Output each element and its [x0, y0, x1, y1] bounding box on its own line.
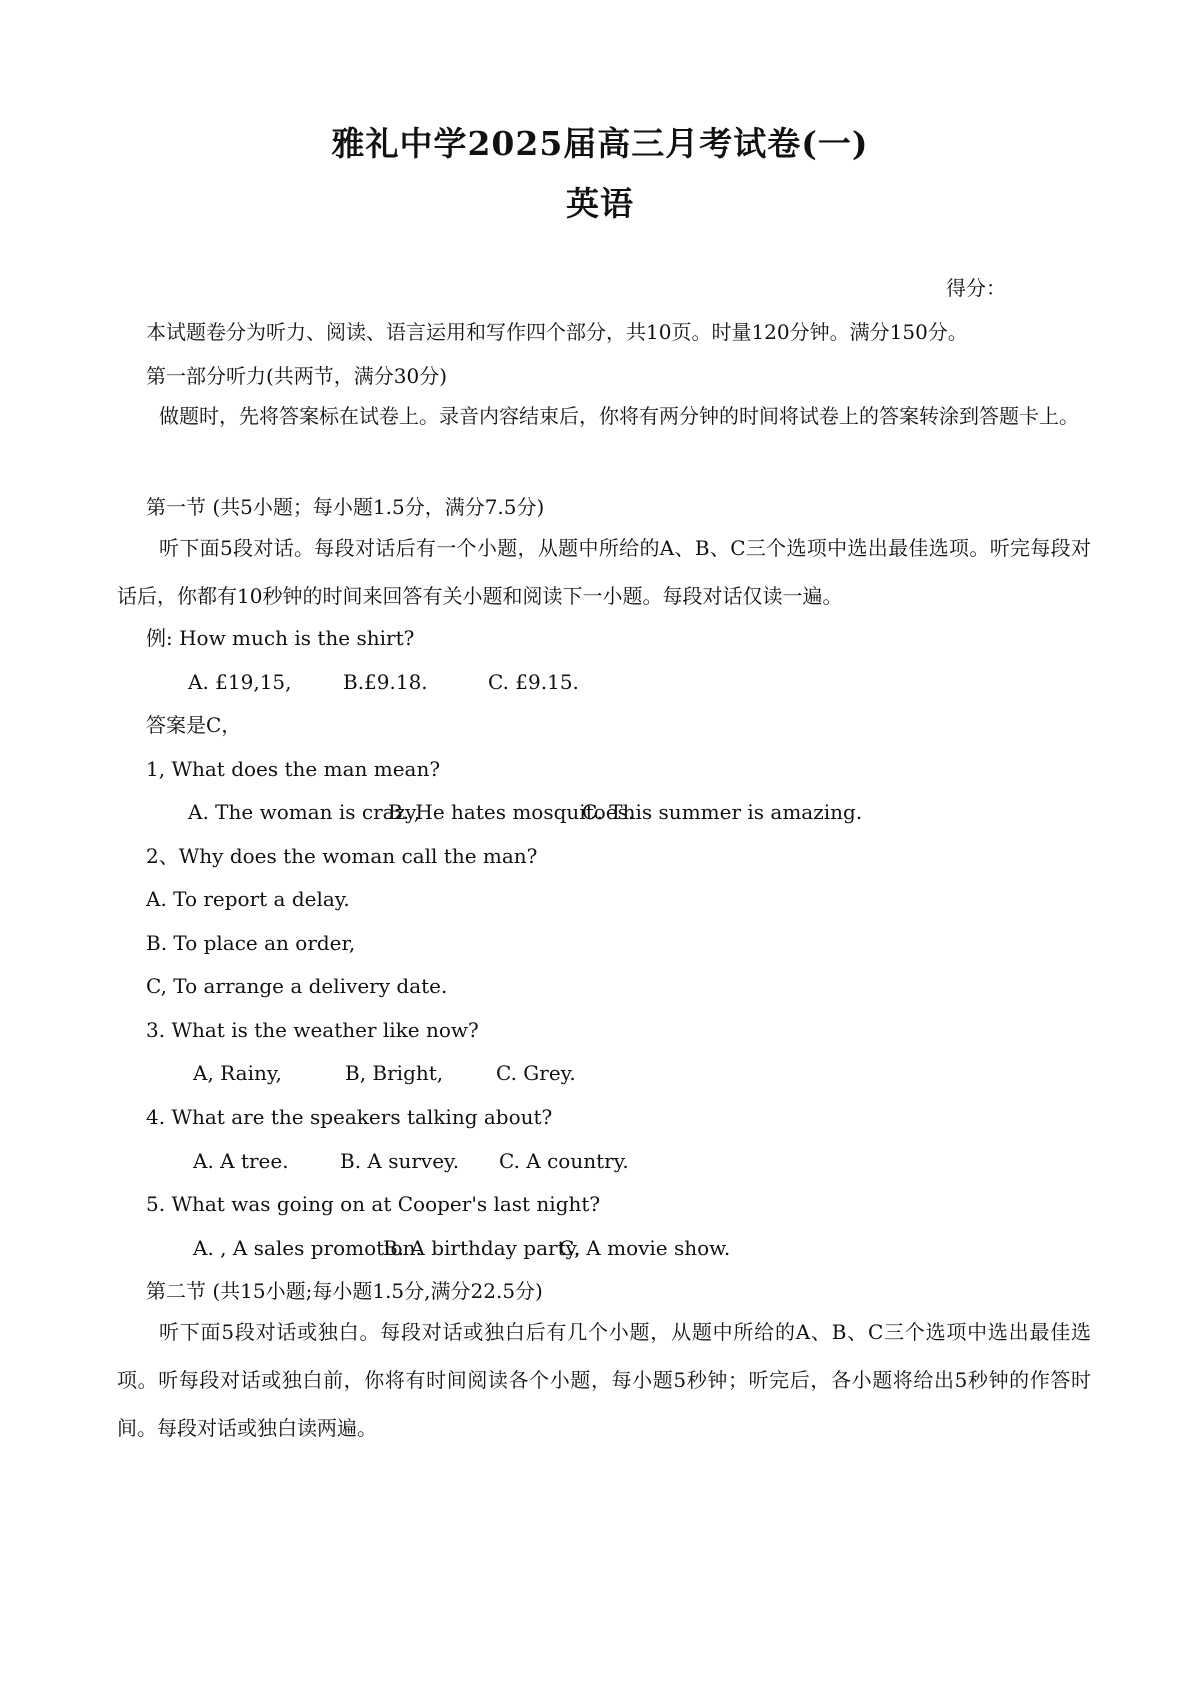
subject-title: 英语 [566, 184, 634, 223]
question-5-option-a: A. , A sales promotion. [193, 1236, 422, 1260]
section1-instruction: 听下面5段对话。每段对话后有一个小题，从题中所给的A、B、C三个选项中选出最佳选项。听完每段对话后，你都有10秒钟的时间来回答有关小题和阅读下一小题。每段对话仅读一遍。 [117, 536, 1091, 608]
question-2-option-a: A. To report a delay. [146, 887, 350, 911]
question-4-stem: 4. What are the speakers talking about? [146, 1105, 553, 1129]
part1-title: 第一部分听力(共两节，满分30分) [146, 364, 448, 388]
question-2-option-c: C, To arrange a delivery date. [146, 974, 448, 998]
question-1-option-c: C. This summer is amazing. [582, 800, 863, 824]
example-answer: 答案是C， [146, 713, 242, 737]
question-2-option-b: B. To place an order, [146, 931, 356, 955]
section1-title: 第一节 (共5小题；每小题1.5分，满分7.5分) [146, 495, 545, 519]
section2-instruction: 听下面5段对话或独白。每段对话或独白后有几个小题，从题中所给的A、B、C三个选项中选出最佳选项。听每段对话或独白前，你将有时间阅读各个小题，每小题5秒钟；听完后，各小题将给出5秒钟的作答时间。每段对话或独白读两遍。 [117, 1320, 1091, 1440]
question-3-option-b: B, Bright, [345, 1061, 444, 1085]
question-1-option-a: A. The woman is crazy, [188, 800, 421, 824]
question-1-option-b: B. He hates mosquitoes. [388, 800, 635, 824]
exam-title: 雅礼中学2025届高三月考试卷(一) [331, 124, 869, 163]
question-2-stem: 2、Why does the woman call the man? [146, 844, 538, 868]
score-label: 得分： [946, 276, 1006, 300]
overview-text: 本试题卷分为听力、阅读、语言运用和写作四个部分，共10页。时量120分钟。满分150分。 [146, 320, 968, 344]
question-4-option-b: B. A survey. [340, 1149, 460, 1173]
section2-title: 第二节 (共15小题;每小题1.5分,满分22.5分) [146, 1279, 543, 1303]
question-3-stem: 3. What is the weather like now? [146, 1018, 479, 1042]
question-1-stem: 1, What does the man mean? [146, 757, 441, 781]
question-3-option-c: C. Grey. [496, 1061, 576, 1085]
question-5-option-b: B. A birthday party, [383, 1236, 581, 1260]
example-option-a: A. £19,15, [188, 670, 292, 694]
question-3-option-a: A, Rainy, [193, 1061, 282, 1085]
example-option-c: C. £9.15. [488, 670, 579, 694]
example-option-b: B.£9.18. [343, 670, 428, 694]
question-4-option-c: C. A country. [499, 1149, 629, 1173]
question-4-option-a: A. A tree. [193, 1149, 289, 1173]
question-5-stem: 5. What was going on at Cooper's last night? [146, 1192, 601, 1216]
part1-instruction: 做题时，先将答案标在试卷上。录音内容结束后，你将有两分钟的时间将试卷上的答案转涂到答题卡上。 [159, 404, 1079, 428]
example-question: 例: How much is the shirt? [146, 626, 415, 650]
question-5-option-c: C. A movie show. [559, 1236, 731, 1260]
